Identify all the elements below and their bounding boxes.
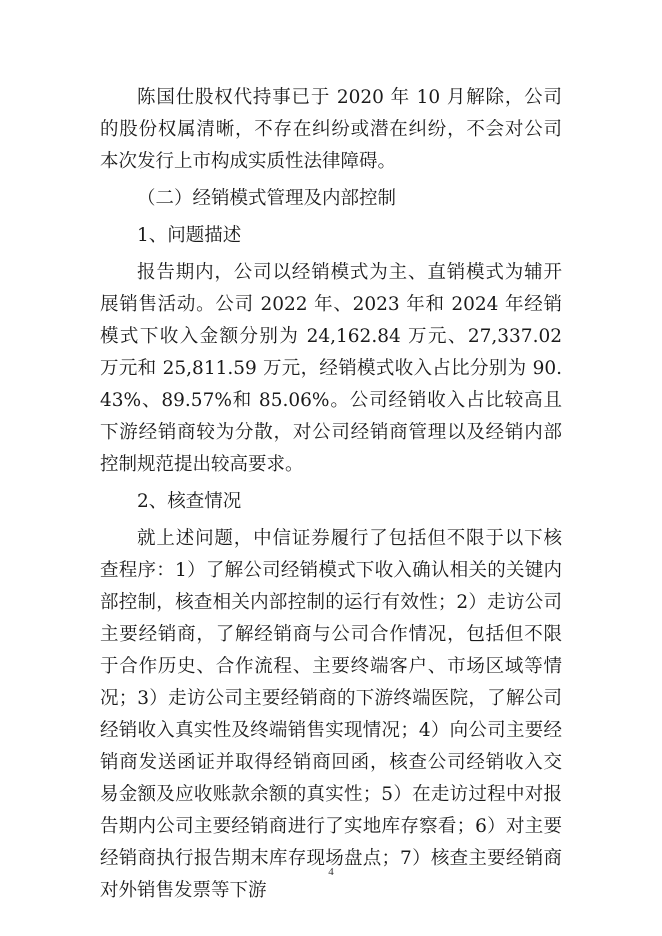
paragraph-verification: 就上述问题，中信证券履行了包括但不限于以下核查程序：1）了解公司经销模式下收入确认相关的关键内部控制，核查相关内部控制的运行有效性；2）走访公司主要经销商，了解经销商与公司合作情况，包括但不限于合作历史、合作流程、主要终端客户、市场区域等情况；3）走访公司主要经销商的下游终端医院，了解公司经销收入真实性及终端销售实现情况；4）向公司主要经销商发送函证并取得经销商回函，核查公司经销收入交易金额及应收账款余额的真实性；5）在走访过程中对报告期内公司主要经销商进行了实地库存察看；6）对主要经销商执行报告期末库存现场盘点；7）核查主要经销商对外销售发票等下游 [100,528,562,901]
document-body [100,82,562,907]
subheading-problem-description: 1、问题描述 [137,225,242,246]
paragraph-problem-description: 报告期内，公司以经销模式为主、直销模式为辅开展销售活动。公司 2022 年、2023 年和 2024 年经销模式下收入金额分别为 24,162.84 万元、27,337.02 万元和 25,811.59 万元，经销模式收入占比分别为 90.43%、89.57%和 85.06%。公司经销收入占比较高且下游经销商较为分散，对公司经销商管理以及经销内部控制规范提出较高要求。 [100,262,562,475]
section-heading-distribution: （二）经销模式管理及内部控制 [137,188,397,209]
paragraph-equity-holding: 陈国仕股权代持事已于 2020 年 10 月解除，公司的股份权属清晰，不存在纠纷或潜在纠纷，不会对公司本次发行上市构成实质性法律障碍。 [100,87,562,172]
subheading-verification: 2、核查情况 [137,491,242,512]
page-number: 4 [328,866,334,878]
